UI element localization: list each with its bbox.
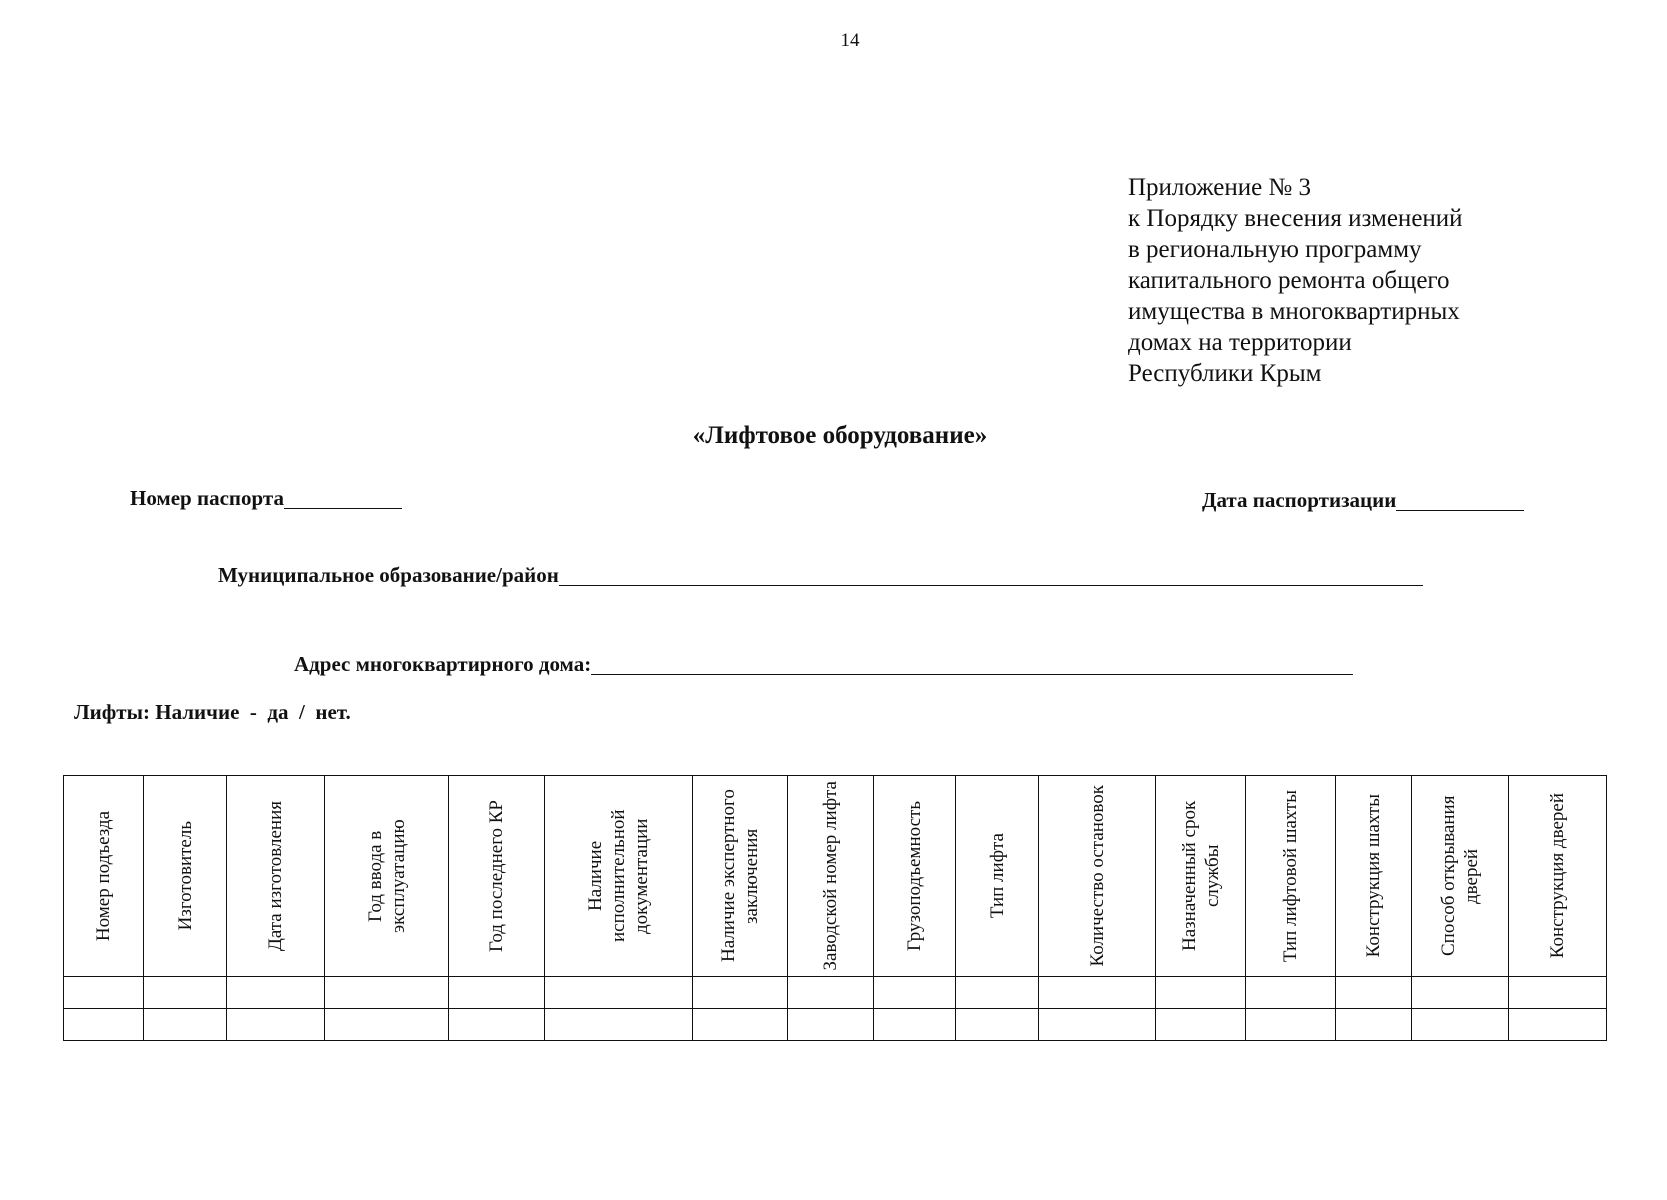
table-cell[interactable]: [788, 977, 874, 1009]
passport-number-label: Номер паспорта: [130, 486, 284, 510]
column-header: Тип лифта: [986, 833, 1008, 919]
header-cell: [874, 776, 956, 977]
passport-number-field: [130, 486, 402, 511]
column-header: Наличие экспертного заключения: [718, 789, 762, 963]
appendix-line: домах на территории: [1128, 329, 1352, 356]
table-header-row: [64, 776, 1607, 977]
column-header: Тип лифтовой шахты: [1280, 789, 1301, 963]
header-cell: [1039, 776, 1156, 977]
address-label: Адрес многоквартирного дома:: [294, 652, 592, 676]
header-cell: [1412, 776, 1509, 977]
column-header: Грузоподъемность: [904, 800, 925, 952]
column-header: Заводской номер лифта: [820, 781, 841, 971]
header-cell: [325, 776, 449, 977]
table-cell[interactable]: [1412, 1009, 1509, 1041]
table-cell[interactable]: [1246, 977, 1336, 1009]
table-cell[interactable]: [1509, 977, 1607, 1009]
table-row: [64, 977, 1607, 1009]
header-cell: [144, 776, 227, 977]
column-header: Количество остановок: [1086, 785, 1108, 967]
column-header: Наличие исполнительной документации: [585, 809, 652, 943]
elevators-presence-label: Лифты: Наличие - да / нет.: [74, 700, 351, 724]
header-cell: [1156, 776, 1246, 977]
table-cell[interactable]: [1156, 977, 1246, 1009]
column-header: Конструкция шахты: [1363, 794, 1384, 958]
table-cell[interactable]: [1156, 1009, 1246, 1041]
municipality-blank[interactable]: [559, 585, 1423, 586]
header-cell: [64, 776, 144, 977]
passport-date-field: [1202, 488, 1524, 513]
address-blank[interactable]: [591, 674, 1353, 675]
passport-date-blank[interactable]: [1396, 510, 1524, 511]
table-cell[interactable]: [545, 1009, 693, 1041]
document-title: «Лифтовое оборудование»: [692, 422, 988, 449]
table-cell[interactable]: [1039, 977, 1156, 1009]
passport-number-blank[interactable]: [284, 508, 402, 509]
appendix-line: капитального ремонта общего: [1128, 267, 1450, 294]
header-cell: [693, 776, 788, 977]
table-cell[interactable]: [64, 977, 144, 1009]
table-cell[interactable]: [1509, 1009, 1607, 1041]
appendix-line: имущества в многоквартирных: [1128, 298, 1460, 325]
appendix-line: к Порядку внесения изменений: [1128, 205, 1463, 232]
table-cell[interactable]: [874, 1009, 956, 1041]
municipality-label: Муниципальное образование/район: [218, 563, 559, 587]
municipality-field: [218, 563, 1423, 588]
column-header: Год последнего КР: [486, 800, 507, 952]
table-cell[interactable]: [144, 1009, 227, 1041]
column-header: Способ открывания дверей: [1438, 795, 1482, 957]
table-cell[interactable]: [545, 977, 693, 1009]
header-cell: [227, 776, 325, 977]
appendix-header: [1128, 172, 1463, 389]
table-cell[interactable]: [1336, 1009, 1412, 1041]
table-cell[interactable]: [64, 1009, 144, 1041]
column-header: Назначенный срок службы: [1178, 800, 1223, 952]
header-cell: [545, 776, 693, 977]
page-number: 14: [840, 30, 860, 51]
passport-date-label: Дата паспортизации: [1202, 488, 1397, 512]
table-row: [64, 1009, 1607, 1041]
table-cell[interactable]: [693, 1009, 788, 1041]
appendix-line: в региональную программу: [1128, 236, 1422, 263]
table-cell[interactable]: [449, 977, 545, 1009]
header-cell: [1246, 776, 1336, 977]
table-cell[interactable]: [325, 977, 449, 1009]
header-cell: [449, 776, 545, 977]
appendix-line: Республики Крым: [1128, 360, 1322, 387]
table-cell[interactable]: [1039, 1009, 1156, 1041]
header-cell: [788, 776, 874, 977]
table-cell[interactable]: [144, 977, 227, 1009]
appendix-line: Приложение № 3: [1128, 174, 1312, 201]
column-header: Дата изготовления: [265, 800, 286, 952]
column-header: Номер подъезда: [93, 810, 114, 942]
header-cell: [956, 776, 1039, 977]
table-cell[interactable]: [449, 1009, 545, 1041]
table-cell[interactable]: [956, 1009, 1039, 1041]
table-cell[interactable]: [1336, 977, 1412, 1009]
table-cell[interactable]: [227, 1009, 325, 1041]
address-field: [294, 652, 1353, 677]
column-header: Изготовитель: [174, 821, 196, 931]
header-cell: [1336, 776, 1412, 977]
header-cell: [1509, 776, 1607, 977]
table-cell[interactable]: [874, 977, 956, 1009]
table-cell[interactable]: [693, 977, 788, 1009]
table-cell[interactable]: [1412, 977, 1509, 1009]
column-header: Конструкция дверей: [1547, 793, 1568, 959]
table-cell[interactable]: [227, 977, 325, 1009]
table-cell[interactable]: [956, 977, 1039, 1009]
table-cell[interactable]: [788, 1009, 874, 1041]
table-cell[interactable]: [1246, 1009, 1336, 1041]
elevators-presence: [74, 700, 351, 725]
column-header: Год ввода в эксплуатацию: [364, 819, 409, 933]
table-cell[interactable]: [325, 1009, 449, 1041]
elevator-table: [63, 775, 1607, 1041]
